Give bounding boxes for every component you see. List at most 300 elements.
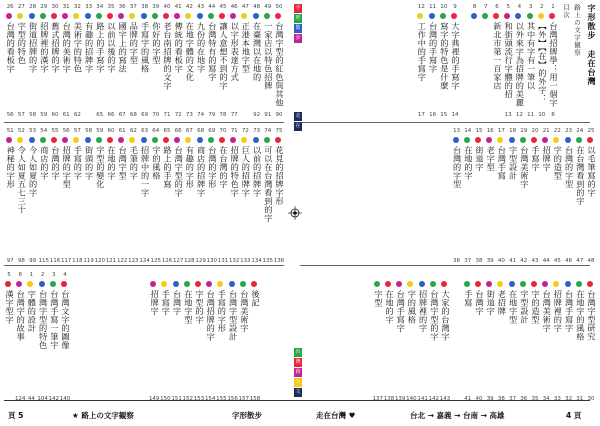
- entry-title: 毛筆的字: [129, 146, 140, 180]
- entry-title: 招牌的字型: [62, 146, 73, 189]
- entry-color-dot: [538, 13, 544, 19]
- entry-color-dot: [527, 13, 533, 19]
- entry-page-number: 157: [238, 396, 250, 402]
- entry-title: 手寫字: [161, 290, 172, 316]
- entry-number: 38: [141, 4, 149, 10]
- entry-title: 寫字的特色是什麼: [439, 22, 450, 90]
- side-tab: 路: [295, 369, 301, 375]
- entry-title: 讓人意想不到的字: [219, 22, 229, 90]
- entry-number: 73: [253, 128, 261, 134]
- entry-page-number: 72: [174, 112, 182, 118]
- entry-number: 28: [29, 4, 37, 10]
- entry-title: 招牌的特色字: [230, 146, 241, 197]
- entry-title: 字型設計: [508, 146, 519, 180]
- entry-title: 台灣的字型: [564, 146, 575, 189]
- entry-title: 台灣的美術字: [62, 22, 73, 73]
- entry-color-dot: [152, 13, 158, 19]
- entry-number: 3: [528, 4, 533, 10]
- entry-title: 品牌的字型: [129, 22, 140, 65]
- side-tab-group-mid: [294, 112, 302, 131]
- side-tab: 上: [295, 379, 301, 385]
- entry-title: 今人如夏的字: [28, 146, 39, 197]
- entry-page-number: 73: [185, 112, 193, 118]
- entry-title: 可以在台灣看到的字: [263, 146, 274, 223]
- entry-color-dot: [141, 13, 147, 19]
- entry-page-number: 47: [576, 258, 584, 264]
- entry-color-dot: [50, 281, 56, 287]
- entry-color-dot: [96, 137, 102, 143]
- entry-color-dot: [464, 137, 470, 143]
- entry-number: 24: [576, 128, 584, 134]
- side-tab: 灣: [295, 359, 301, 365]
- entry-page-number: 142: [428, 396, 440, 402]
- footer-left-series: ★ 路上の文字観察: [72, 411, 134, 420]
- side-tab: 台: [295, 349, 301, 355]
- entry-page-number: 33: [553, 396, 561, 402]
- entry-page-number: 69: [141, 112, 149, 118]
- entry-title: 在地字體的文化: [185, 22, 196, 82]
- entry-title: 台灣字的故事: [16, 290, 27, 341]
- entry-page-number: 39: [486, 258, 494, 264]
- entry-page-number: 119: [83, 258, 94, 264]
- entry-number: 34: [96, 4, 104, 10]
- entry-title: 字的風格: [407, 290, 418, 324]
- entry-page-number: 116: [49, 258, 61, 264]
- entry-title: 在地字型: [183, 290, 194, 324]
- side-tab-group-top: [294, 4, 302, 43]
- entry-number: 2: [540, 4, 544, 10]
- entry-page-number: 57: [17, 112, 25, 118]
- entry-color-dot: [129, 13, 135, 19]
- entry-color-dot: [251, 281, 257, 287]
- entry-color-dot: [475, 137, 481, 143]
- entry-title: [470, 22, 481, 110]
- entry-page-number: 92: [253, 112, 261, 118]
- entry-page-number: 131: [217, 258, 229, 264]
- entry-number: 47: [241, 4, 249, 10]
- entry-number: 48: [253, 4, 261, 10]
- entry-title: 以前以後的字: [107, 22, 117, 73]
- entry-color-dot: [208, 137, 214, 143]
- divider-top-right: [300, 122, 590, 123]
- entry-page-number: 128: [184, 258, 195, 264]
- entry-title: 在地字型: [508, 290, 519, 324]
- entry-color-dot: [16, 281, 22, 287]
- entry-page-number: 140: [406, 396, 417, 402]
- entry-page-number: 141: [417, 396, 428, 402]
- entry-number: 37: [129, 4, 137, 10]
- entry-number: 69: [208, 128, 216, 134]
- entry-color-dot: [40, 137, 46, 143]
- entry-title: 台灣的字形: [207, 146, 218, 189]
- entry-page-number: 40: [497, 258, 505, 264]
- entry-title: 有趣的招牌字: [84, 22, 95, 73]
- entry-page-number: 35: [531, 396, 539, 402]
- entry-page-number: 46: [565, 258, 573, 264]
- entry-color-dot: [51, 137, 57, 143]
- entry-color-dot: [17, 13, 23, 19]
- entry-color-dot: [96, 13, 102, 19]
- entry-page-number: 41: [509, 258, 517, 264]
- entry-number: 35: [107, 4, 115, 10]
- entry-number: 30: [51, 4, 59, 10]
- entry-number: 33: [85, 4, 93, 10]
- entry-number: 74: [264, 128, 272, 134]
- entry-page-number: 122: [116, 258, 128, 264]
- entry-title: 台灣的看板字: [6, 22, 17, 73]
- entry-color-dot: [185, 137, 191, 143]
- entry-color-dot: [497, 281, 503, 287]
- entry-number: 70: [219, 128, 227, 134]
- divider-mid-right: [300, 265, 590, 266]
- entry-number: 17: [497, 128, 505, 134]
- entry-number: 46: [230, 4, 238, 10]
- entry-title: 老招牌: [497, 290, 508, 316]
- footer-left-page: 頁 5: [8, 411, 24, 420]
- entry-page-number: 39: [486, 396, 494, 402]
- entry-color-dot: [587, 281, 593, 287]
- entry-title: 街頭的字: [84, 146, 95, 180]
- entry-page-number: 40: [475, 396, 483, 402]
- entry-title: 招牌裡的字: [418, 290, 429, 333]
- entry-page-number: 15: [440, 112, 448, 118]
- entry-page-number: 134: [251, 258, 262, 264]
- entry-color-dot: [61, 281, 67, 287]
- toc-label: 目次: [562, 4, 570, 19]
- entry-number: 27: [17, 4, 25, 10]
- entry-page-number: 44: [542, 258, 550, 264]
- entry-page-number: 8: [551, 112, 555, 118]
- entry-title: 手寫字: [531, 146, 541, 172]
- entry-title: 以字形表達方式: [230, 22, 241, 82]
- entry-page-number: 43: [531, 258, 539, 264]
- entry-title: 台灣美術字: [542, 290, 553, 333]
- entry-number: 7: [484, 4, 488, 10]
- entry-title: 你好的字型: [151, 22, 162, 65]
- entry-color-dot: [417, 13, 423, 19]
- entry-color-dot: [576, 281, 582, 287]
- entry-color-dot: [440, 13, 446, 19]
- entry-number: 40: [163, 4, 171, 10]
- entry-page-number: 98: [17, 258, 25, 264]
- entry-color-dot: [509, 137, 515, 143]
- entry-title: 在台灣的字: [219, 146, 229, 189]
- entry-page-number: 62: [73, 112, 81, 118]
- entry-color-dot: [230, 137, 236, 143]
- entry-page-number: 37: [509, 396, 517, 402]
- entry-number: 44: [208, 4, 216, 10]
- entry-color-dot: [453, 137, 459, 143]
- entry-title: 老字型: [486, 146, 497, 172]
- entry-page-number: 118: [72, 258, 83, 264]
- entry-number: 75: [275, 128, 283, 134]
- entry-color-dot: [504, 13, 510, 19]
- entry-color-dot: [275, 137, 281, 143]
- entry-title: 以外來字為招牌的美麗: [515, 22, 526, 107]
- entry-number: 56: [62, 128, 70, 134]
- entry-color-dot: [475, 281, 481, 287]
- entry-number: 11: [429, 4, 437, 10]
- entry-page-number: 154: [204, 396, 216, 402]
- entry-title: 字型設計: [519, 290, 530, 324]
- entry-number: 72: [241, 128, 249, 134]
- entry-color-dot: [587, 137, 593, 143]
- entry-number: 29: [40, 4, 48, 10]
- entry-number: 23: [565, 128, 573, 134]
- entry-color-dot: [396, 281, 402, 287]
- entry-number: 5: [7, 272, 11, 278]
- entry-color-dot: [62, 137, 68, 143]
- entry-color-dot: [39, 281, 45, 287]
- entry-color-dot: [195, 281, 201, 287]
- entry-page-number: 126: [161, 258, 173, 264]
- entry-number: 64: [152, 128, 160, 134]
- entry-page-number: 10: [538, 112, 546, 118]
- entry-number: 51: [6, 128, 14, 134]
- entry-color-dot: [520, 281, 526, 287]
- entry-title: 台灣手寫一筆字: [49, 290, 60, 350]
- entry-title: 大家的台灣字: [441, 290, 451, 341]
- entry-title: 台灣字: [172, 290, 183, 316]
- entry-page-number: 79: [208, 112, 216, 118]
- entry-page-number: 158: [249, 396, 261, 402]
- entry-page-number: 123: [128, 258, 139, 264]
- entry-number: 65: [163, 128, 171, 134]
- entry-title: [481, 22, 492, 110]
- entry-page-number: 42: [520, 258, 528, 264]
- entry-number: 6: [18, 272, 22, 278]
- entry-color-dot: [129, 137, 135, 143]
- entry-number: 32: [73, 4, 81, 10]
- entry-page-number: 143: [439, 396, 451, 402]
- entry-color-dot: [217, 281, 223, 287]
- entry-title: 路上的手寫字: [95, 22, 106, 73]
- entry-color-dot: [253, 13, 259, 19]
- entry-color-dot: [482, 13, 488, 19]
- entry-color-dot: [206, 281, 212, 287]
- entry-color-dot: [174, 13, 180, 19]
- side-tab-group-bottom: [294, 348, 302, 397]
- entry-number: 39: [152, 4, 160, 10]
- entry-title: 字的風格: [151, 146, 162, 180]
- entry-color-dot: [486, 281, 492, 287]
- entry-page-number: 150: [160, 396, 171, 402]
- entry-color-dot: [107, 137, 113, 143]
- entry-title: 和街頭流行字體的招: [504, 22, 515, 99]
- entry-page-number: 17: [417, 112, 425, 118]
- entry-page-number: 142: [48, 396, 60, 402]
- entry-color-dot: [161, 281, 167, 287]
- entry-title: 台灣招牌的字: [206, 290, 217, 341]
- entry-page-number: 125: [150, 258, 162, 264]
- entry-title: 以前的招牌字: [252, 146, 263, 197]
- entry-page-number: 139: [394, 396, 406, 402]
- entry-page-number: 138: [383, 396, 395, 402]
- footer-right-page: 4 頁: [566, 411, 582, 420]
- entry-page-number: 156: [227, 396, 238, 402]
- entry-color-dot: [385, 281, 391, 287]
- entry-number: 25: [587, 128, 595, 134]
- entry-color-dot: [576, 137, 582, 143]
- entry-number: 71: [230, 128, 238, 134]
- entry-color-dot: [208, 13, 214, 19]
- entry-title: 一家店以特色招牌: [263, 22, 274, 90]
- entry-title: 大字典裡的手寫字: [451, 22, 461, 90]
- entry-title: 其中有字有一筆以: [526, 22, 537, 90]
- entry-number: 36: [118, 4, 126, 10]
- entry-color-dot: [515, 13, 521, 19]
- entry-title: 正港本地字型: [241, 22, 252, 73]
- entry-page-number: 120: [94, 258, 106, 264]
- entry-title: 台灣手寫字: [564, 290, 575, 333]
- entry-color-dot: [51, 13, 57, 19]
- entry-title: 商店的字: [39, 146, 50, 180]
- entry-page-number: 41: [464, 396, 472, 402]
- entry-page-number: 48: [587, 258, 595, 264]
- book-subtitle: 路上の文字観察: [573, 4, 581, 57]
- entry-color-dot: [549, 13, 555, 19]
- entry-number: 22: [553, 128, 561, 134]
- entry-color-dot: [542, 281, 548, 287]
- entry-page-number: 36: [520, 396, 528, 402]
- entry-title: 台灣美術字: [519, 146, 530, 189]
- entry-title: 字型的變化: [95, 146, 106, 189]
- footer-route: 台北 → 嘉義 → 台南 → 高雄: [410, 411, 505, 420]
- side-tab: 形: [295, 15, 301, 21]
- entry-title: 傳統的看板字: [174, 22, 185, 73]
- book-title: 字形散步 走在台灣: [587, 4, 596, 86]
- entry-color-dot: [565, 137, 571, 143]
- entry-page-number: 152: [182, 396, 194, 402]
- entry-title: 漢字型字: [5, 290, 15, 324]
- entry-page-number: 77: [230, 112, 238, 118]
- entry-page-number: 117: [60, 258, 72, 264]
- entry-number: 43: [197, 4, 205, 10]
- entry-title: 後記: [251, 290, 261, 307]
- entry-title: 台灣字型研究: [587, 290, 597, 341]
- entry-page-number: 36: [453, 258, 461, 264]
- entry-page-number: 151: [171, 396, 182, 402]
- entry-page-number: 91: [264, 112, 272, 118]
- entry-page-number: 31: [576, 396, 584, 402]
- entry-page-number: 121: [105, 258, 117, 264]
- entry-title: 台灣的字型: [452, 146, 463, 189]
- side-tab: 在: [295, 123, 301, 129]
- entry-title: 【外】【在】的外字：: [537, 22, 548, 103]
- entry-color-dot: [264, 137, 270, 143]
- entry-color-dot: [229, 281, 235, 287]
- entry-color-dot: [464, 281, 470, 287]
- entry-number: 14: [464, 128, 472, 134]
- entry-title: 九份的在地字: [196, 22, 207, 73]
- entry-page-number: 70: [152, 112, 160, 118]
- registration-mark-icon: [288, 206, 302, 220]
- entry-color-dot: [118, 137, 124, 143]
- entry-number: 52: [17, 128, 25, 134]
- entry-color-dot: [219, 13, 225, 19]
- entry-color-dot: [152, 137, 158, 143]
- entry-page-number: 66: [107, 112, 115, 118]
- entry-page-number: 135: [262, 258, 274, 264]
- entry-page-number: 71: [163, 112, 171, 118]
- entry-page-number: 78: [219, 112, 227, 118]
- entry-page-number: 155: [216, 396, 227, 402]
- divider-mid-left: [4, 265, 284, 266]
- entry-color-dot: [17, 137, 23, 143]
- entry-page-number: 68: [129, 112, 137, 118]
- entry-color-dot: [185, 13, 191, 19]
- entry-page-number: 115: [38, 258, 50, 264]
- entry-color-dot: [471, 13, 477, 19]
- entry-color-dot: [73, 137, 79, 143]
- entry-number: 13: [453, 128, 461, 134]
- entry-color-dot: [241, 137, 247, 143]
- entry-page-number: 137: [372, 396, 384, 402]
- entry-color-dot: [230, 13, 236, 19]
- entry-color-dot: [430, 281, 436, 287]
- entry-number: 60: [107, 128, 115, 134]
- entry-page-number: 16: [429, 112, 437, 118]
- entry-number: 10: [440, 4, 448, 10]
- entry-color-dot: [264, 13, 270, 19]
- entry-color-dot: [141, 137, 147, 143]
- entry-title: 台灣文字的圖像: [61, 290, 71, 350]
- entry-color-dot: [520, 137, 526, 143]
- entry-color-dot: [85, 137, 91, 143]
- entry-color-dot: [197, 137, 203, 143]
- entry-color-dot: [429, 13, 435, 19]
- entry-number: 16: [486, 128, 494, 134]
- entry-page-number: 12: [515, 112, 523, 118]
- entry-title: 在地的字: [463, 146, 474, 180]
- entry-number: 3: [52, 272, 56, 278]
- entry-page-number: 61: [62, 112, 70, 118]
- entry-title: 巨人的招牌字: [241, 146, 252, 197]
- entry-title: 以毛筆寫的字: [587, 146, 597, 197]
- entry-number: 61: [118, 128, 126, 134]
- entry-page-number: 37: [464, 258, 472, 264]
- entry-title: 台灣的字: [51, 146, 61, 180]
- entry-color-dot: [163, 13, 169, 19]
- entry-number: 4: [517, 4, 522, 10]
- entry-number: 31: [62, 4, 70, 10]
- entry-number: 18: [509, 128, 517, 134]
- entry-color-dot: [6, 13, 12, 19]
- entry-title: 在地的字: [107, 146, 117, 180]
- entry-number: 57: [73, 128, 81, 134]
- entry-color-dot: [531, 137, 537, 143]
- entry-page-number: 124: [14, 396, 26, 402]
- entry-title: 令人如夏五七三十: [17, 146, 28, 214]
- entry-page-number: 124: [139, 258, 150, 264]
- entry-number: 53: [29, 128, 37, 134]
- entry-color-dot: [542, 137, 548, 143]
- entry-color-dot: [107, 13, 113, 19]
- entry-color-dot: [240, 281, 246, 287]
- entry-title: 國字上的寫法: [118, 22, 129, 73]
- entry-color-dot: [5, 281, 11, 287]
- entry-title: 美術字的特色: [73, 22, 84, 73]
- entry-title: 台灣字: [475, 290, 485, 316]
- side-tab: 字: [295, 5, 301, 11]
- entry-number: 41: [174, 4, 182, 10]
- entry-page-number: 38: [497, 396, 505, 402]
- entry-color-dot: [374, 281, 380, 287]
- entry-page-number: 74: [197, 112, 205, 118]
- entry-title: 手寫的字: [73, 146, 84, 180]
- entry-color-dot: [174, 137, 180, 143]
- entry-color-dot: [173, 281, 179, 287]
